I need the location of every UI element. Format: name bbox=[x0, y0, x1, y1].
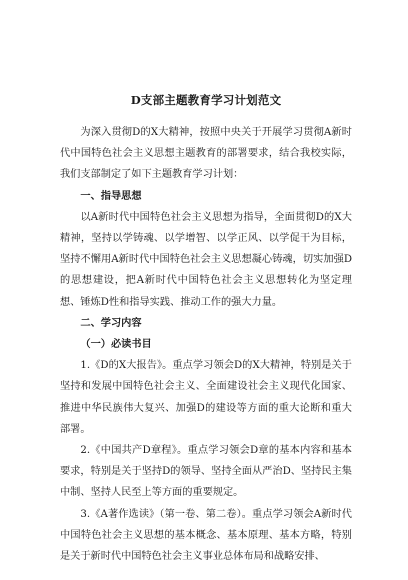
subsection-heading-required-reading: （一）必读书目 bbox=[80, 338, 152, 351]
reading-item-3: 3.《A著作选读》（第一卷、第二卷）。重点学习领会A新时代中国特色社会主义思想的基本概念、基本原理、基本方略，特别是关于新时代中国特色社会主义事业总体布局和战略安排、 bbox=[60, 508, 352, 563]
guiding-ideology-paragraph: 以A新时代中国特色社会主义思想为指导，全面贯彻D的X大精神，坚持以学铸魂、以学增智、以学正风、以学促干为目标，坚持不懈用A新时代中国特色社会主义思想凝心铸魂，切实加强D的思想建设，把A新时代中国特色社会主义思想转化为坚定理想、锤炼D性和指导实践、推动工作的强大力量。 bbox=[60, 211, 352, 308]
section-heading-guiding-ideology: 一、指导思想 bbox=[80, 189, 142, 202]
document-title: D支部主题教育学习计划范文 bbox=[130, 93, 282, 107]
section-heading-study-content: 二、学习内容 bbox=[80, 316, 142, 329]
document-body bbox=[60, 92, 352, 567]
reading-item-1: 1.《D的X大报告》。重点学习领会D的X大精神，特别是关于坚持和发展中国特色社会主义、全面建设社会主义现代化国家、推进中华民族伟大复兴、加强D的建设等方面的重大论断和重大部署。 bbox=[60, 360, 352, 435]
reading-item-2: 2.《中国共产D章程》。重点学习领会D章的基本内容和基本要求，特别是关于坚持D的领导、坚持全面从严治D、坚持民主集中制、坚持人民至上等方面的重要规定。 bbox=[60, 445, 352, 499]
intro-paragraph: 为深入贯彻D的X大精神，按照中央关于开展学习贯彻A新时代中国特色社会主义思想主题教育的部署要求，结合我校实际，我们支部制定了如下主题教育学习计划： bbox=[60, 127, 352, 181]
